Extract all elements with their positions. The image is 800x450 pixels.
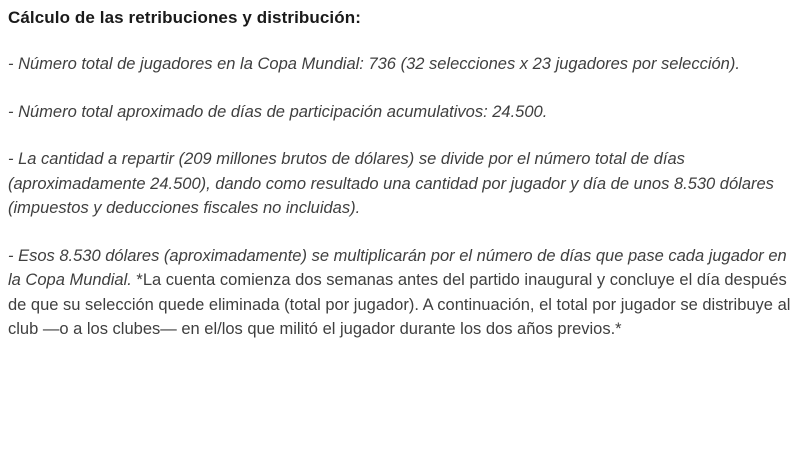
paragraph-multiplication-note: *La cuenta comienza dos semanas antes del partido inaugural y concluye el día después de que su selección quede eliminada (total por jugador). A continuación, el total por jugador se distribuye al club —o a los clubes— en el/los que militó el jugador durante los dos años previos.* xyxy=(8,271,791,338)
paragraph-total-players: - Número total de jugadores en la Copa Mundial: 736 (32 selecciones x 23 jugadores por selección). xyxy=(8,55,740,73)
paragraph-total-days: - Número total aproximado de días de participación acumulativos: 24.500. xyxy=(8,102,548,121)
paragraph-multiplication-italic: - Esos 8.530 dólares (aproximadamente) se multiplicarán por el número de días que pase cada jugador en la Copa Mundial. xyxy=(8,246,787,289)
document-body xyxy=(8,6,792,342)
paragraph-amount-per-day: - La cantidad a repartir (209 millones brutos de dólares) se divide por el número total de días (aproximadamente 24.500), dando como resultado una cantidad por jugador y día de unos 8.530 dólares (impuestos y deducciones fiscales no incluidas). xyxy=(8,150,774,217)
section-heading: Cálculo de las retribuciones y distribución: xyxy=(8,8,361,27)
paragraph-multiplication xyxy=(8,244,792,342)
